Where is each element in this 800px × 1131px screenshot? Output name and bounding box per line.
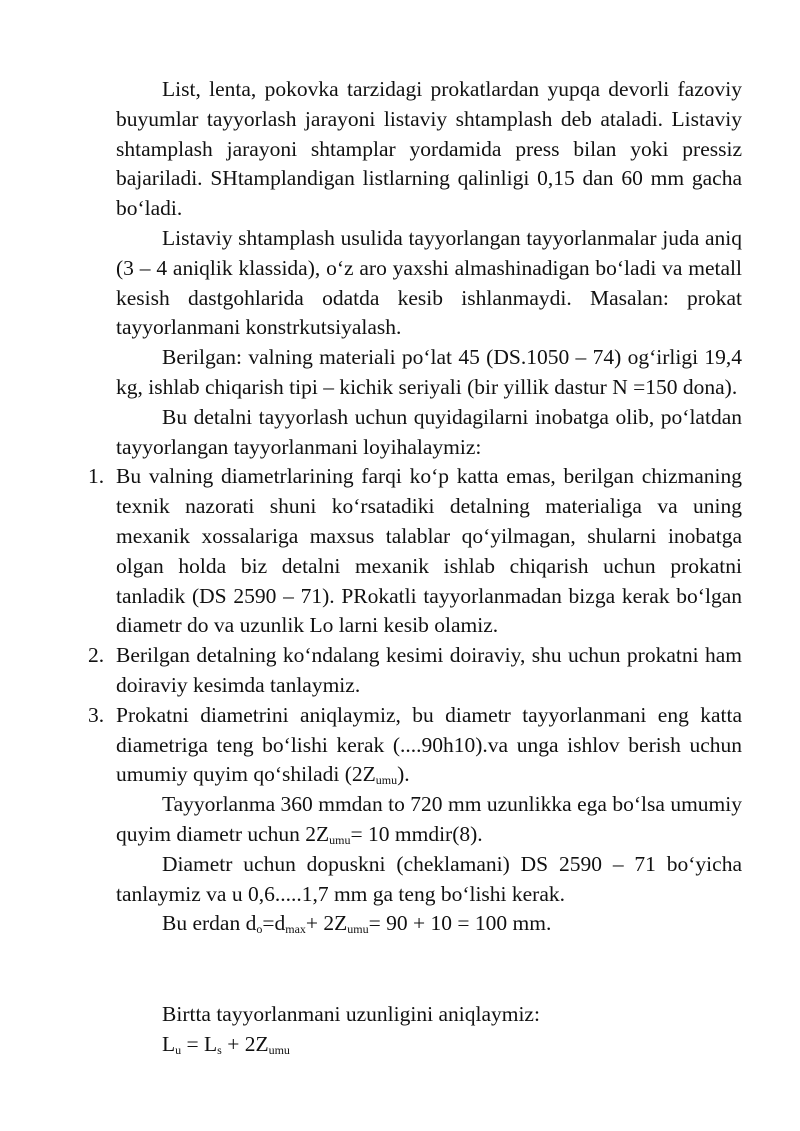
list-item bbox=[88, 701, 742, 790]
list-item-text: Bu valning diametrlarining farqi ko‘p katta emas, berilgan chizmaning texnik nazorati shuni ko‘rsatadiki detalning materialiga va uning mexanik xossalariga maxsus talablar qo‘yilmagan, shularni inobatga olgan holda biz detalni mexanik ishlab chiqarish uchun prokatni tanladik (DS 2590 – 71). PRokatli tayyorlanmadan bizga kerak bo‘lgan diametr do va uzunlik Lo larni kesib olamiz. bbox=[116, 464, 742, 638]
list-item bbox=[88, 462, 742, 641]
paragraph-diameter-formula: Bu erdan $d_o=d_{max}+ 2Z_{umu}= 90 + 10 = 100$ mm. bbox=[162, 911, 552, 937]
paragraph-length-heading: Birtta tayyorlanmani uzunligini aniqlaymiz: bbox=[162, 1002, 540, 1027]
length-formula: $L_u = L_s + 2Z_{umu}$ bbox=[162, 1031, 290, 1057]
blank-space bbox=[116, 939, 742, 1000]
paragraph-design: Bu detalni tayyorlash uchun quyidagilarni inobatga olib, po‘latdan tayyorlangan tayyorlanmani loyihalaymiz: bbox=[116, 404, 742, 459]
list-item bbox=[88, 641, 742, 701]
list-item-text: Berilgan detalning ko‘ndalang kesimi doiraviy, shu uchun prokatni ham doiraviy kesimda tanlaymiz. bbox=[116, 643, 742, 697]
text-column bbox=[88, 75, 742, 1060]
paragraph-accuracy: Listaviy shtamplash usulida tayyorlangan tayyorlanmalar juda aniq (3 – 4 aniqlik klassida), o‘z aro yaxshi almashinadigan bo‘ladi va metall kesish dastgohlarida odatda kesib ishlanmaydi. Masalan: prokat tayyorlanmani konstrkutsiyalash. bbox=[116, 225, 742, 340]
paragraph-given: Berilgan: valning materiali po‘lat 45 (DS.1050 – 74) og‘irligi 19,4 kg, ishlab chiqarish tipi – kichik seriyali (bir yillik dastur N =150 dona). bbox=[116, 345, 742, 399]
list-number: 1. bbox=[88, 464, 105, 489]
list-number: 3. bbox=[88, 702, 105, 727]
paragraph-allowance: Tayyorlanma 360 mmdan to 720 mm uzunlikka ega bo‘lsa umumiy quyim diametr uchun $2Z_{umu}= 10$ mmdir(8). bbox=[116, 792, 742, 847]
list-item-text: Prokatni diametrini aniqlaymiz, bu diametr tayyorlanmani eng katta diametriga teng bo‘lishi kerak (....90h10).va unga ishlov berish uchun umumiy quyim qo‘shiladi $(2Z_{umu})$. bbox=[116, 702, 742, 788]
list-number: 2. bbox=[88, 643, 105, 668]
paragraph-tolerance: Diametr uchun dopuskni (cheklamani) DS 2590 – 71 bo‘yicha tanlaymiz va u 0,6.....1,7 mm ga teng bo‘lishi kerak. bbox=[116, 851, 742, 906]
numbered-list bbox=[88, 462, 742, 790]
paragraph-intro: List, lenta, pokovka tarzidagi prokatlardan yupqa devorli fazoviy buyumlar tayyorlash jarayoni listaviy shtamplash deb ataladi. Listaviy shtamplash jarayoni shtamplar yordamida press bilan yoki pressiz bajariladi. SHtamplandigan listlarning qalinligi 0,15 dan 60 mm gacha bo‘ladi. bbox=[116, 77, 742, 221]
